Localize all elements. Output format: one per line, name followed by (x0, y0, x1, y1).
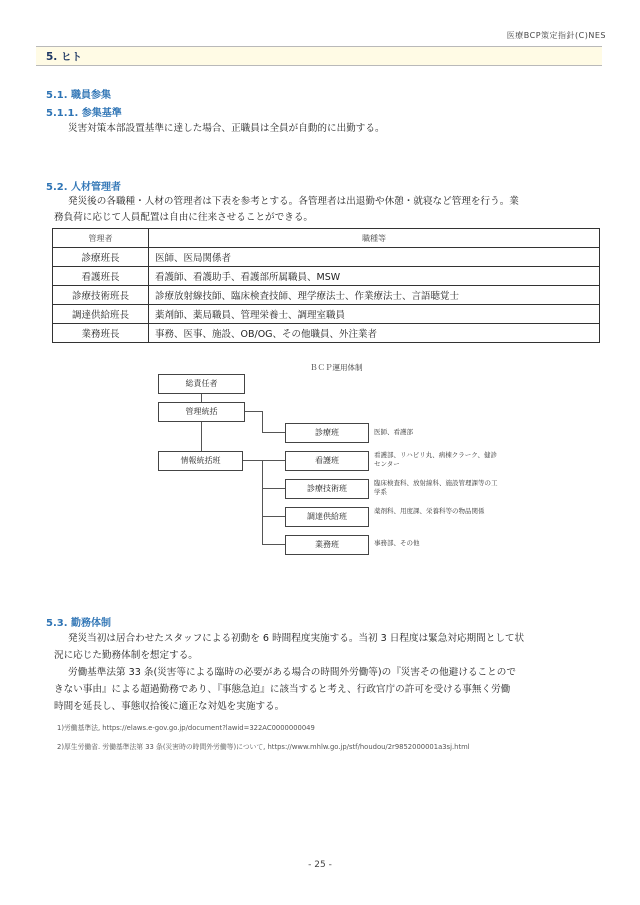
paragraph-5-3-1-line2: 況に応じた勤務体制を想定する。 (54, 650, 198, 661)
connector-to-team-1 (262, 432, 285, 433)
table-header-cell: 職種等 (149, 229, 600, 248)
org-team-note: 臨床検査科、放射線科、施設管理課等の工学系 (374, 479, 498, 496)
table-row (53, 324, 600, 343)
staff-cell: 薬剤師、薬局職員、管理栄養士、調理室職員 (149, 305, 600, 324)
table-row (53, 267, 600, 286)
paragraph-5-1-1: 災害対策本部設置基準に達した場合、正職員は全員が自動的に出勤する。 (68, 123, 385, 134)
role-cell: 診療班長 (53, 248, 149, 267)
paragraph-5-3-2-line1: 労働基準法第 33 条(災害等による臨時の必要がある場合の時間外労働等)の『災害その他避けることので (68, 667, 516, 678)
running-header: 医療BCP策定指針(C)NES (506, 31, 606, 40)
heading-5-1: 5.1. 職員参集 (46, 90, 111, 101)
org-team-note: 医師、看護部 (374, 428, 413, 436)
org-box-info: 情報統括班 (158, 451, 243, 471)
org-team-note: 薬剤科、用度課、栄養科等の物品関係 (374, 507, 485, 515)
paragraph-5-3-2-line2: きない事由』による超過勤務であり、『事態急迫』に該当すると考え、行政官庁の許可を受ける事無く労働 (54, 684, 511, 695)
org-box-top: 総責任者 (158, 374, 245, 394)
connector-vertical-teams (262, 460, 263, 545)
role-cell: 看護班長 (53, 267, 149, 286)
footnote-1: 1)労働基準法, https://elaws.e-gov.go.jp/document?lawid=322AC0000000049 (57, 724, 315, 732)
page-number: - 25 - (308, 860, 332, 870)
connector-to-team-4 (262, 516, 285, 517)
staff-cell: 看護師、看護助手、看護部所属職員、MSW (149, 267, 600, 286)
heading-5-3: 5.3. 勤務体制 (46, 618, 111, 629)
section-title-bar (36, 46, 602, 66)
org-team-note: 事務部、その他 (374, 539, 420, 547)
staff-cell: 診療放射線技師、臨床検査技師、理学療法士、作業療法士、言語聴覚士 (149, 286, 600, 305)
org-team-box: 調達供給班 (285, 507, 369, 527)
paragraph-5-3-1-line1: 発災当初は居合わせたスタッフによる初動を 6 時間程度実施する。当初 3 日程度は緊急対応期間として状 (68, 633, 525, 644)
roles-table (52, 228, 600, 343)
connector-to-team-2 (241, 460, 285, 461)
connector-to-team-5 (262, 544, 285, 545)
org-team-box: 診療技術班 (285, 479, 369, 499)
staff-cell: 医師、医局関係者 (149, 248, 600, 267)
table-header-row (53, 229, 600, 248)
table-header-cell: 管理者 (53, 229, 149, 248)
paragraph-5-3-2-line3: 時間を延長し、事態収拾後に適正な対処を実施する。 (54, 701, 285, 712)
section-title: 5. ヒト (46, 51, 82, 63)
table-row (53, 305, 600, 324)
heading-5-1-1: 5.1.1. 参集基準 (46, 108, 122, 119)
org-team-box: 業務班 (285, 535, 369, 555)
connector-to-team-3 (262, 488, 285, 489)
role-cell: 診療技術班長 (53, 286, 149, 305)
org-team-box: 診療班 (285, 423, 369, 443)
org-team-box: 看護班 (285, 451, 369, 471)
table-row (53, 286, 600, 305)
role-cell: 業務班長 (53, 324, 149, 343)
table-row (53, 248, 600, 267)
paragraph-5-2-line2: 務負荷に応じて人員配置は自由に往来させることができる。 (54, 212, 314, 223)
org-chart-title: ＢＣＰ運用体制 (310, 363, 363, 372)
connector-drop (262, 411, 263, 433)
org-box-manager: 管理統括 (158, 402, 245, 422)
footnote-2: 2)厚生労働省. 労働基準法第 33 条(災害時の時間外労働等)について, https://www.mhlw.go.jp/stf/houdou/2r9852000001a3sj.html (57, 743, 470, 751)
org-team-note: 看護部、リハビリ丸、病棟クラーク、健診センター (374, 451, 498, 468)
heading-5-2: 5.2. 人材管理者 (46, 182, 121, 193)
paragraph-5-2-line1: 発災後の各職種・人材の管理者は下表を参考とする。各管理者は出退勤や休憩・就寝など管理を行う。業 (68, 196, 519, 207)
staff-cell: 事務、医事、施設、OB/OG、その他職員、外注業者 (149, 324, 600, 343)
role-cell: 調達供給班長 (53, 305, 149, 324)
connector-horizontal-top (243, 411, 263, 412)
